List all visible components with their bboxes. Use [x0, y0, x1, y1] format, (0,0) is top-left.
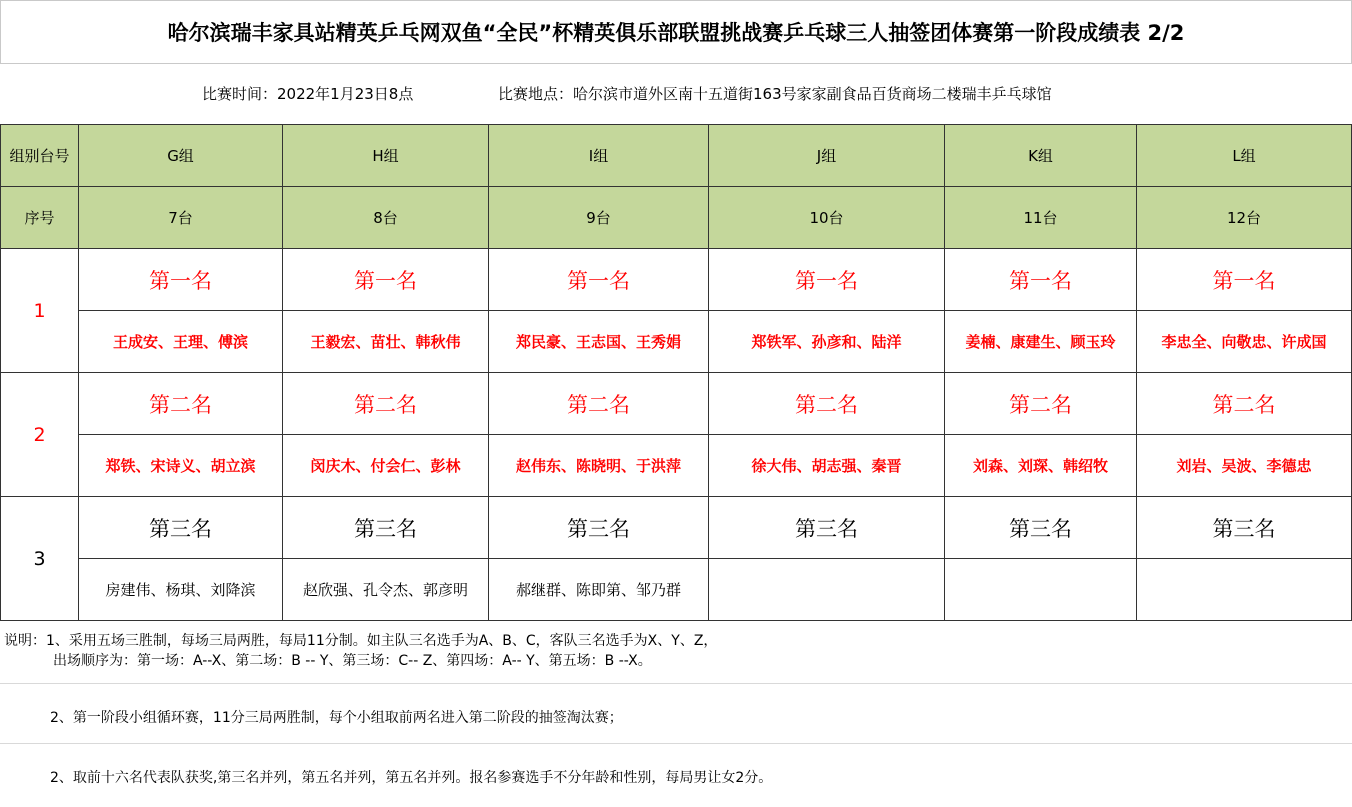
- team-members-cell: 姜楠、康建生、顾玉玲: [945, 311, 1137, 373]
- team-members-cell: 李忠全、向敬忠、许成国: [1137, 311, 1352, 373]
- rank-cell: 第三名: [1137, 497, 1352, 559]
- group-name-cell: J组: [709, 125, 945, 187]
- team-members-cell: 刘岩、吴波、李德忠: [1137, 435, 1352, 497]
- table-number-cell: 7台: [79, 187, 283, 249]
- rank-cell: 第三名: [79, 497, 283, 559]
- rank-cell: 第二名: [489, 373, 709, 435]
- seq-label-cell: 序号: [1, 187, 79, 249]
- group-name-cell: H组: [283, 125, 489, 187]
- team-members-cell: 闵庆木、付会仁、彭林: [283, 435, 489, 497]
- group-header-row: [1, 125, 1352, 187]
- team-row: [1, 559, 1352, 621]
- table-number-cell: 11台: [945, 187, 1137, 249]
- rank-cell: 第一名: [1137, 249, 1352, 311]
- team-members-cell: [709, 559, 945, 621]
- note-2: 2、第一阶段小组循环赛，11分三局两胜制，每个小组取前两名进入第二阶段的抽签淘汰赛；: [50, 710, 623, 726]
- team-members-cell: 郝继群、陈即第、邹乃群: [489, 559, 709, 621]
- table-number-cell: 10台: [709, 187, 945, 249]
- team-members-cell: [945, 559, 1137, 621]
- rank-cell: 第三名: [945, 497, 1137, 559]
- note-1: 说明：1、采用五场三胜制，每场三局两胜，每局11分制。如主队三名选手为A、B、C，客队三名选手为X、Y、Z， 出场顺序为：第一场：A--X、第二场：B -- Y、第三场：C-- Z、第四场：A-- Y、第五场：B --X。: [4, 633, 718, 669]
- team-members-cell: 徐大伟、胡志强、秦晋: [709, 435, 945, 497]
- team-members-cell: 王成安、王理、傅滨: [79, 311, 283, 373]
- row-divider: [0, 743, 1352, 744]
- table-number-cell: 9台: [489, 187, 709, 249]
- note-3: 2、取前十六名代表队获奖,第三名并列，第五名并列，第五名并列。报名参赛选手不分年龄和性别，每局男让女2分。: [50, 770, 773, 786]
- row-number: 1: [1, 249, 79, 373]
- rank-cell: 第一名: [283, 249, 489, 311]
- group-name-cell: G组: [79, 125, 283, 187]
- rank-cell: 第二名: [79, 373, 283, 435]
- rank-cell: 第一名: [709, 249, 945, 311]
- team-members-cell: 刘森、刘琛、韩绍牧: [945, 435, 1137, 497]
- team-members-cell: 郑铁、宋诗义、胡立滨: [79, 435, 283, 497]
- team-members-cell: 房建伟、杨琪、刘降滨: [79, 559, 283, 621]
- group-name-cell: L组: [1137, 125, 1352, 187]
- sheet-title: 哈尔滨瑞丰家具站精英乒乓网双鱼“全民”杯精英俱乐部联盟挑战赛乒乓球三人抽签团体赛第一阶段成绩表 2/2: [0, 0, 1352, 64]
- rank-cell: 第一名: [489, 249, 709, 311]
- rank-cell: 第三名: [489, 497, 709, 559]
- rank-cell: 第二名: [1137, 373, 1352, 435]
- team-row: [1, 435, 1352, 497]
- match-time: 比赛时间：2022年1月23日8点: [202, 84, 414, 103]
- table-number-row: [1, 187, 1352, 249]
- rank-cell: 第三名: [283, 497, 489, 559]
- rank-row: [1, 497, 1352, 559]
- rank-cell: 第一名: [945, 249, 1137, 311]
- team-members-cell: 王毅宏、苗壮、韩秋伟: [283, 311, 489, 373]
- group-label-cell: 组别台号: [1, 125, 79, 187]
- team-members-cell: 郑铁军、孙彦和、陆洋: [709, 311, 945, 373]
- rank-cell: 第一名: [79, 249, 283, 311]
- team-members-cell: 赵欣强、孔令杰、郭彦明: [283, 559, 489, 621]
- row-divider: [0, 683, 1352, 684]
- team-members-cell: 赵伟东、陈晓明、于洪萍: [489, 435, 709, 497]
- team-members-cell: [1137, 559, 1352, 621]
- table-number-cell: 12台: [1137, 187, 1352, 249]
- group-name-cell: I组: [489, 125, 709, 187]
- group-name-cell: K组: [945, 125, 1137, 187]
- team-members-cell: 郑民豪、王志国、王秀娟: [489, 311, 709, 373]
- table-number-cell: 8台: [283, 187, 489, 249]
- rank-cell: 第二名: [283, 373, 489, 435]
- rank-row: [1, 373, 1352, 435]
- row-number: 3: [1, 497, 79, 621]
- rank-cell: 第二名: [709, 373, 945, 435]
- info-row: [0, 63, 1350, 123]
- rank-cell: 第三名: [709, 497, 945, 559]
- team-row: [1, 311, 1352, 373]
- match-venue: 比赛地点：哈尔滨市道外区南十五道街163号家家副食品百货商场二楼瑞丰乒乓球馆: [498, 84, 1052, 103]
- rank-cell: 第二名: [945, 373, 1137, 435]
- row-number: 2: [1, 373, 79, 497]
- results-table: [0, 124, 1352, 621]
- rank-row: [1, 249, 1352, 311]
